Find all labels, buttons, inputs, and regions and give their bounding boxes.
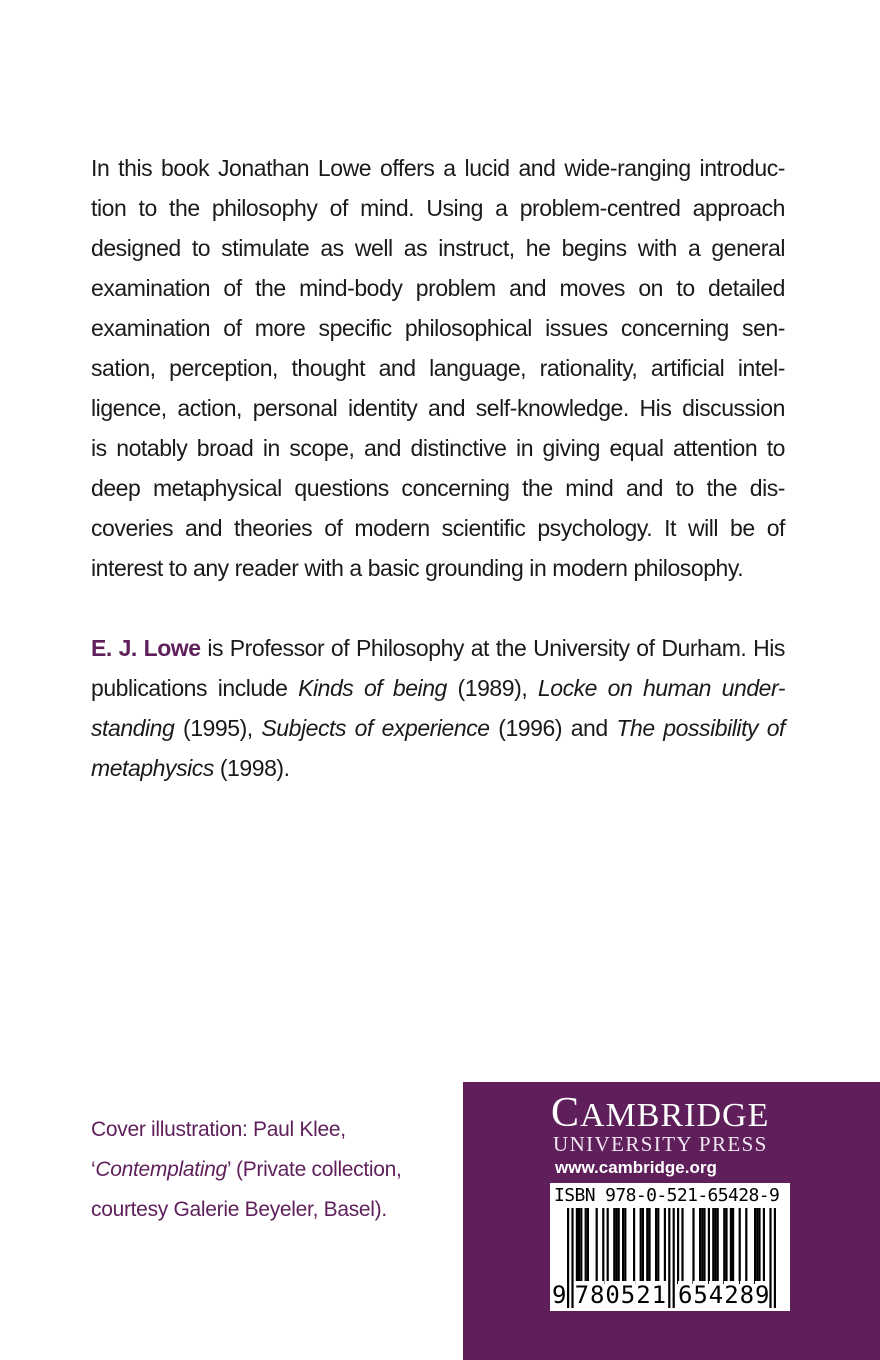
barcode-bar <box>580 1208 582 1284</box>
bio-text: (1995), <box>174 715 262 741</box>
ean-digits <box>550 1281 790 1309</box>
barcode-bar <box>758 1208 760 1284</box>
logo-name: AMBRIDGE <box>580 1097 770 1134</box>
barcode-bar <box>708 1208 710 1284</box>
book-title: metaphysics <box>91 755 214 781</box>
barcode-bar <box>622 1208 624 1284</box>
barcode-bar <box>578 1208 580 1284</box>
credit-line: Cover illustration: Paul Klee, <box>91 1118 346 1141</box>
ean-digit: 9 <box>552 1281 567 1309</box>
author-name: E. J. Lowe <box>91 635 201 661</box>
publisher-logo <box>551 1090 770 1136</box>
barcode-bar <box>732 1208 734 1284</box>
barcode-bar <box>655 1208 657 1284</box>
barcode-bar <box>624 1208 626 1284</box>
ean-digit: 0 <box>605 1281 620 1309</box>
publisher-subname: UNIVERSITY PRESS <box>553 1132 768 1156</box>
credit-line: ‘ <box>91 1158 96 1181</box>
barcode-bar <box>648 1208 650 1284</box>
barcode-bar <box>585 1208 587 1284</box>
ean-digit: 5 <box>693 1281 708 1309</box>
barcode-bar <box>615 1208 617 1284</box>
book-title: Kinds of being <box>298 675 447 701</box>
bio-text: publications include <box>91 675 299 701</box>
description-line: In this book Jonathan Lowe offers a lucid and wide-ranging introduc- <box>91 155 785 181</box>
barcode-bar <box>739 1208 741 1284</box>
description-line: examination of the mind-body problem and moves on to detailed <box>91 275 785 301</box>
ean-digit: 7 <box>574 1281 590 1309</box>
barcode-bar <box>587 1208 589 1284</box>
barcode-bar <box>701 1208 703 1284</box>
artwork-title: Contemplating <box>95 1158 227 1181</box>
ean-digit: 1 <box>651 1281 667 1309</box>
bio-text: (1998). <box>213 755 290 781</box>
logo-initial: C <box>551 1090 581 1136</box>
credit-line: ’ (Private collection, <box>226 1158 402 1181</box>
publisher-website: www.cambridge.org <box>555 1158 717 1177</box>
barcode-bar <box>640 1208 642 1284</box>
barcode-bar <box>730 1208 732 1284</box>
isbn-label: ISBN 978-0-521-65428-9 <box>554 1185 780 1206</box>
barcode-bar <box>633 1208 635 1284</box>
barcode-bar <box>745 1208 747 1284</box>
book-description <box>91 148 785 588</box>
book-title: Locke on human under- <box>537 675 786 701</box>
barcode-bar <box>602 1208 604 1284</box>
barcode-bar <box>646 1208 648 1284</box>
barcode-bar <box>677 1208 679 1284</box>
ean-digit: 8 <box>590 1281 605 1309</box>
barcode-bar <box>618 1208 620 1284</box>
barcode-bar <box>664 1208 666 1284</box>
publisher-panel <box>463 1082 880 1360</box>
book-title: Subjects of experience <box>261 715 490 741</box>
description-line: sation, perception, thought and language, rationality, artificial intel- <box>91 355 785 381</box>
barcode-bar <box>699 1208 701 1284</box>
barcode-bar <box>703 1208 705 1284</box>
bio-text: is Professor of Philosophy at the University of Durham. His <box>200 635 785 661</box>
author-bio <box>91 628 785 788</box>
credit-line: courtesy Galerie Beyeler, Basel). <box>91 1198 387 1221</box>
barcode-bar <box>692 1208 694 1284</box>
barcode-bar <box>607 1208 609 1284</box>
barcode-bar <box>763 1208 765 1284</box>
barcode-bar <box>681 1208 683 1284</box>
description-line: examination of more specific philosophical issues concerning sen- <box>91 315 785 341</box>
description-line: tion to the philosophy of mind. Using a problem-centred approach <box>91 195 785 221</box>
description-line: interest to any reader with a basic grounding in modern philosophy. <box>91 555 744 581</box>
ean-digit: 2 <box>636 1281 651 1309</box>
barcode-bar <box>717 1208 719 1284</box>
barcode-bar <box>642 1208 644 1284</box>
description-line: coveries and theories of modern scientific psychology. It will be of <box>91 515 785 541</box>
ean-digit: 5 <box>620 1281 636 1309</box>
cover-credit <box>91 1110 402 1230</box>
description-line: is notably broad in scope, and distinctive in giving equal attention to <box>91 435 785 461</box>
isbn-barcode <box>550 1183 790 1311</box>
description-line: deep metaphysical questions concerning the mind and to the dis- <box>91 475 785 501</box>
barcode-bar <box>754 1208 756 1284</box>
bio-text: (1989), <box>446 675 538 701</box>
barcode-bar <box>725 1208 727 1284</box>
ean-digit: 4 <box>708 1281 724 1309</box>
description-line: designed to stimulate as well as instruct, he begins with a general <box>91 235 785 261</box>
book-title: The possibility of <box>616 715 785 741</box>
barcode-bar <box>714 1208 716 1284</box>
barcode-bar <box>596 1208 598 1284</box>
ean-digit: 8 <box>739 1281 755 1309</box>
description-line: ligence, action, personal identity and self-knowledge. His discussion <box>91 395 785 421</box>
ean-digit: 6 <box>678 1281 693 1309</box>
barcode-bar <box>576 1208 578 1284</box>
barcode-bar <box>613 1208 615 1284</box>
barcode-bar <box>657 1208 659 1284</box>
ean-digit: 9 <box>755 1281 770 1309</box>
ean-digit: 2 <box>724 1281 739 1309</box>
barcode-bar <box>756 1208 758 1284</box>
book-title: standing <box>91 715 175 741</box>
bio-text: (1996) and <box>489 715 617 741</box>
barcode-bar <box>712 1208 714 1284</box>
barcode-bar <box>723 1208 725 1284</box>
